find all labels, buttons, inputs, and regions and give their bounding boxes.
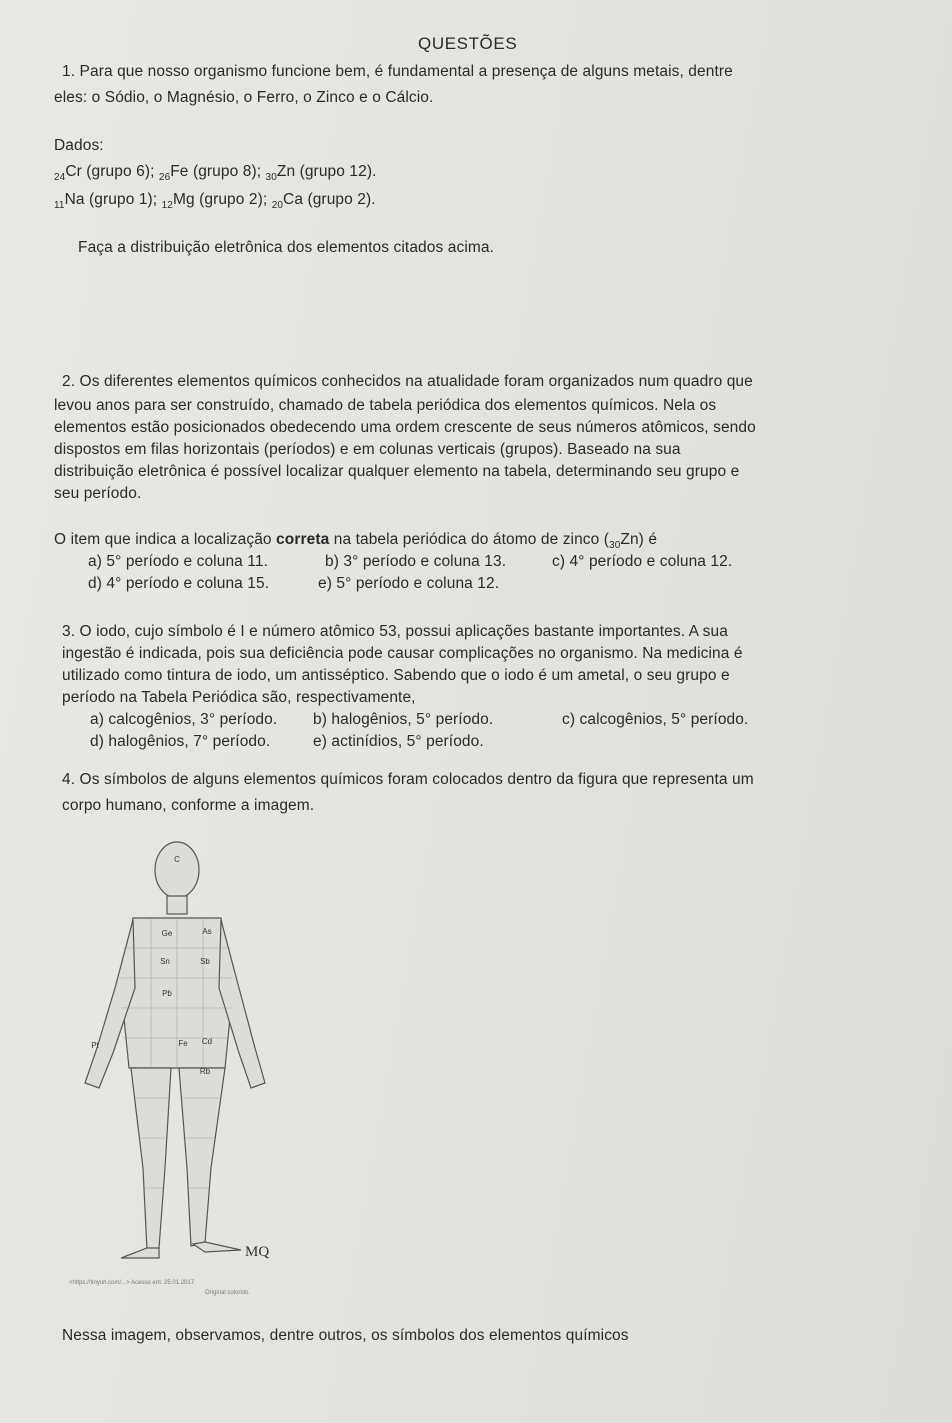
q2-line-3: elementos estão posicionados obedecendo uma ordem crescente de seus números atômicos, sendo xyxy=(54,419,756,436)
symbol-pb: Pb xyxy=(162,989,172,998)
symbol-pt: Pt xyxy=(91,1041,99,1050)
symbol-sb: Sb xyxy=(200,957,210,966)
q2-line-2: levou anos para ser construído, chamado de tabela periódica dos elementos químicos. Nela os xyxy=(54,397,717,414)
q1-elements-row-1: $_{24}$Cr (grupo 6); $_{26}$Fe (grupo 8); $_{30}$Zn (grupo 12). xyxy=(54,163,377,184)
q4-closing: Nessa imagem, observamos, dentre outros, os símbolos dos elementos químicos xyxy=(62,1327,629,1344)
q2-question: O item que indica a localização correta na tabela periódica do átomo de zinco $(_{30}Zn)$ é xyxy=(54,531,658,552)
q3-option-d: d) halogênios, 7° período. xyxy=(90,733,271,750)
q1-task: Faça a distribuição eletrônica dos elementos citados acima. xyxy=(78,239,494,256)
q2-line-5: distribuição eletrônica é possível localizar qualquer elemento na tabela, determinando seu grupo e xyxy=(54,463,740,480)
q2-option-e: e) 5° período e coluna 12. xyxy=(318,575,500,592)
q1-dados-label: Dados: xyxy=(54,137,104,154)
human-body-figure xyxy=(55,838,345,1308)
q1-line-1: 1. Para que nosso organismo funcione bem, é fundamental a presença de alguns metais, dentre xyxy=(62,63,733,80)
q3-line-1: 3. O iodo, cujo símbolo é I e número atômico 53, possui aplicações bastante importantes. A sua xyxy=(62,623,728,640)
q2-option-d: d) 4° período e coluna 15. xyxy=(88,575,270,592)
q3-option-c: c) calcogênios, 5° período. xyxy=(562,711,749,728)
symbol-cd: Cd xyxy=(201,1037,213,1046)
q2-line-6: seu período. xyxy=(54,485,142,502)
symbol-as: As xyxy=(202,927,212,936)
q2-line-1: 2. Os diferentes elementos químicos conhecidos na atualidade foram organizados num quadro que xyxy=(62,373,753,390)
q3-line-2: ingestão é indicada, pois sua deficiência pode causar complicações no organismo. Na medicina é xyxy=(62,645,743,662)
q3-line-3: utilizado como tintura de iodo, um antisséptico. Sabendo que o iodo é um ametal, o seu grupo e xyxy=(62,667,730,684)
symbol-sn: Sn xyxy=(160,957,170,966)
figure-right-leg xyxy=(179,1068,225,1246)
figure-credit-1: <https://tinyurl.com/...> Acesso em: 25.01.2017. xyxy=(69,1280,196,1286)
q3-option-b: b) halogênios, 5° período. xyxy=(313,711,494,728)
q2-option-b: b) 3° período e coluna 13. xyxy=(325,553,507,570)
figure-credit-2: Original colorido. xyxy=(205,1290,251,1296)
q1-elements-row-2: $_{11}$Na (grupo 1); $_{12}$Mg (grupo 2); $_{20}$Ca (grupo 2). xyxy=(54,191,376,212)
page-title: QUESTÕES xyxy=(418,34,518,53)
figure-signature: MQ xyxy=(245,1244,270,1260)
symbol-rb: Rb xyxy=(199,1067,211,1076)
q4-line-1: 4. Os símbolos de alguns elementos químicos foram colocados dentro da figura que representa um xyxy=(62,771,754,788)
figure-left-arm xyxy=(85,920,135,1088)
symbol-ge: Ge xyxy=(161,929,173,938)
q3-line-4: período na Tabela Periódica são, respectivamente, xyxy=(62,689,416,706)
figure-left-leg xyxy=(131,1068,171,1250)
q2-option-c: c) 4° período e coluna 12. xyxy=(552,553,733,570)
q2-option-a: a) 5° período e coluna 11. xyxy=(88,553,268,570)
q2-line-4: dispostos em filas horizontais (períodos) e em colunas verticais (grupos). Baseado na sua xyxy=(54,441,681,458)
q3-option-a: a) calcogênios, 3° período. xyxy=(90,711,278,728)
symbol-fe: Fe xyxy=(178,1039,188,1048)
symbol-c: C xyxy=(174,855,180,864)
human-body-illustration xyxy=(55,838,345,1308)
q3-option-e: e) actinídios, 5° período. xyxy=(313,733,484,750)
figure-head xyxy=(155,842,199,898)
q1-line-2: eles: o Sódio, o Magnésio, o Ferro, o Zinco e o Cálcio. xyxy=(54,89,434,106)
q4-line-2: corpo humano, conforme a imagem. xyxy=(62,797,315,814)
